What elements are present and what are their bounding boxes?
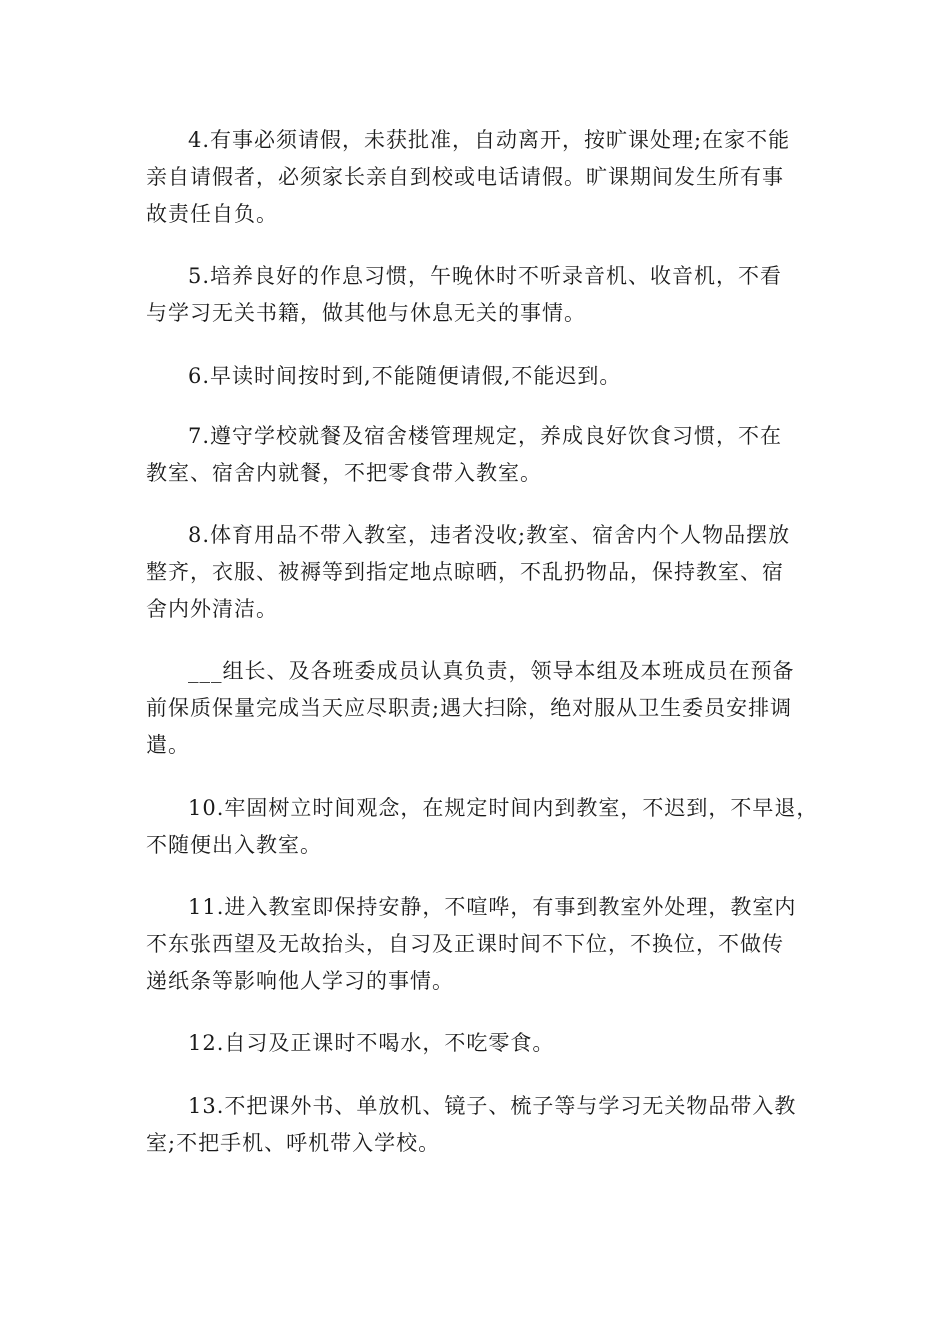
paragraph-line: 5.培养良好的作息习惯，午晚休时不听录音机、收音机，不看	[188, 264, 783, 288]
paragraph-line: 13.不把课外书、单放机、镜子、梳子等与学习无关物品带入教	[188, 1094, 797, 1118]
rule-paragraph-4	[146, 122, 826, 233]
paragraph-line: 遣。	[146, 733, 190, 757]
paragraph-line: 前保质保量完成当天应尽职责;遇大扫除，绝对服从卫生委员安排调	[146, 696, 793, 720]
paragraph-line: 整齐，衣服、被褥等到指定地点晾晒，不乱扔物品，保持教室、宿	[146, 560, 784, 584]
paragraph-line: 10.牢固树立时间观念，在规定时间内到教室，不迟到，不早退，	[188, 796, 819, 820]
rule-paragraph-6	[146, 358, 826, 395]
rule-paragraph-10	[146, 790, 826, 864]
paragraph-line: ___组长、及各班委成员认真负责，领导本组及本班成员在预备	[188, 659, 795, 683]
rule-paragraph-7	[146, 418, 826, 492]
paragraph-line: 6.早读时间按时到,不能随便请假,不能迟到。	[188, 364, 622, 388]
paragraph-line: 4.有事必须请假，未获批准，自动离开，按旷课处理;在家不能	[188, 128, 791, 152]
paragraph-line: 故责任自负。	[146, 202, 278, 226]
paragraph-line: 12.自习及正课时不喝水，不吃零食。	[188, 1031, 555, 1055]
rule-paragraph-13	[146, 1088, 826, 1162]
rule-paragraph-12	[146, 1025, 826, 1062]
paragraph-line: 不东张西望及无故抬头，自习及正课时间不下位，不换位，不做传	[146, 932, 784, 956]
paragraph-line: 不随便出入教室。	[146, 833, 322, 857]
paragraph-line: 教室、宿舍内就餐，不把零食带入教室。	[146, 461, 542, 485]
paragraph-line: 室;不把手机、呼机带入学校。	[146, 1131, 441, 1155]
paragraph-line: 舍内外清洁。	[146, 597, 278, 621]
paragraph-line: 7.遵守学校就餐及宿舍楼管理规定，养成良好饮食习惯，不在	[188, 424, 783, 448]
rule-paragraph-8	[146, 517, 826, 628]
paragraph-line: 11.进入教室即保持安静，不喧哗，有事到教室外处理，教室内	[188, 895, 797, 919]
rule-paragraph-5	[146, 258, 826, 332]
paragraph-line: 8.体育用品不带入教室，违者没收;教室、宿舍内个人物品摆放	[188, 523, 791, 547]
paragraph-line: 亲自请假者，必须家长亲自到校或电话请假。旷课期间发生所有事	[146, 165, 784, 189]
rule-paragraph-9	[146, 653, 826, 764]
rule-paragraph-11	[146, 889, 826, 1000]
paragraph-line: 递纸条等影响他人学习的事情。	[146, 969, 454, 993]
paragraph-line: 与学习无关书籍，做其他与休息无关的事情。	[146, 301, 586, 325]
